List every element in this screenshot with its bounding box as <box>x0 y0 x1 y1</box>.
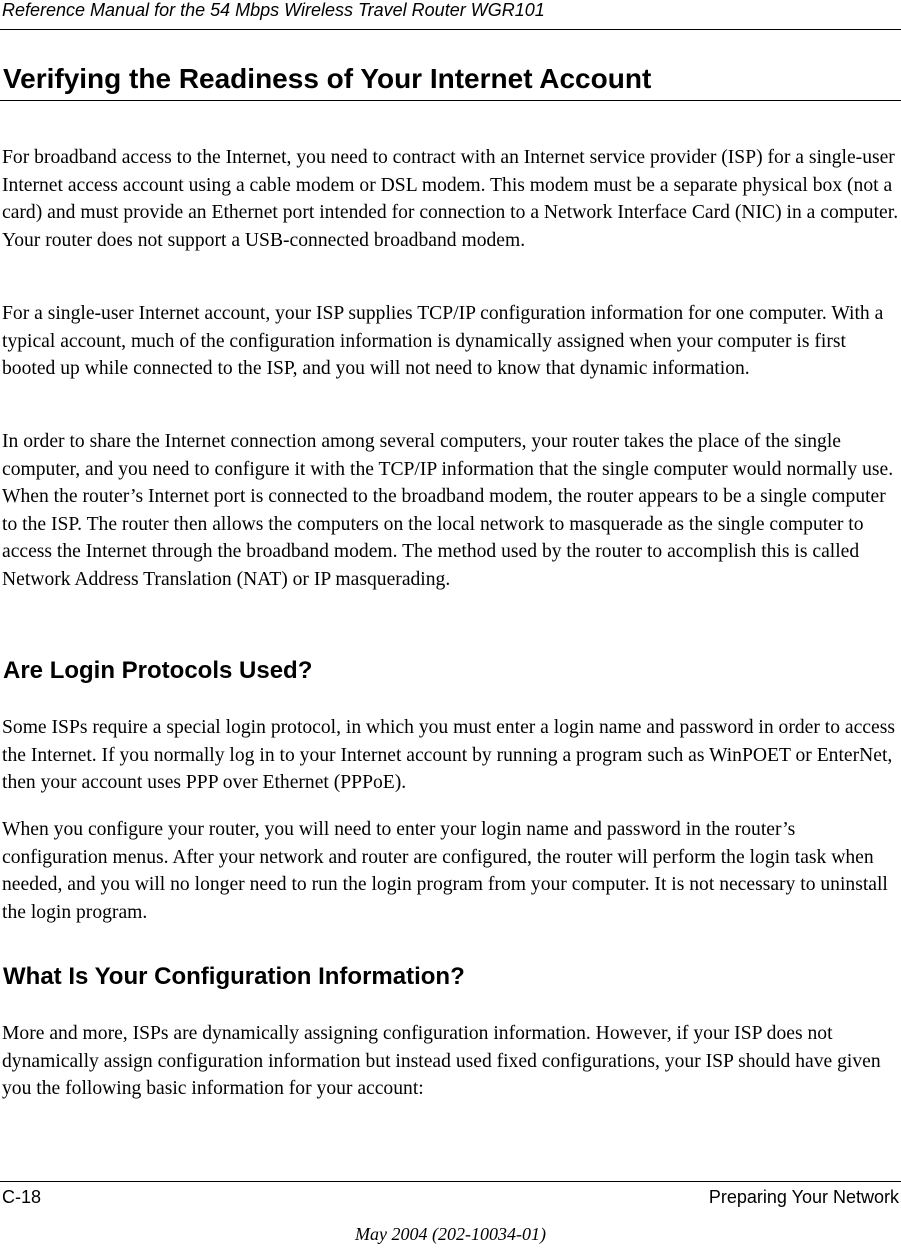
paragraph-configure-login: When you configure your router, you will need to enter your login name and password in the router’s configuration menus. After your network and router are configured, the router will perform the login task when needed, and you will no longer need to run the login program from your computer. It is not necessary to uninstall the login program. <box>2 819 888 923</box>
paragraph-configuration-information: More and more, ISPs are dynamically assigning configuration information. However, if your ISP does not dynamically assign configuration information but instead used fixed configurations, your ISP should have given you the following basic information for your account: <box>2 1023 881 1100</box>
heading-login-protocols: Are Login Protocols Used? <box>3 657 313 684</box>
paragraph-share-connection: In order to share the Internet connection among several computers, your router takes the place of the single computer, and you need to configure it with the TCP/IP information that the single computer would normally use. When the router’s Internet port is connected to the broadband modem, the router appears to be a single computer to the ISP. The router then allows the computers on the local network to masquerade as the single computer to access the Internet through the broadband modem. The method used by the router to accomplish this is called Network Address Translation (NAT) or IP masquerading. <box>2 431 894 590</box>
page-number: C-18 <box>2 1187 42 1207</box>
publication-date: May 2004 (202-10034-01) <box>355 1224 546 1244</box>
paragraph-login-protocol: Some ISPs require a special login protocol, in which you must enter a login name and password in order to access the Internet. If you normally log in to your Internet account by running a program such as WinPOET or EnterNet, then your account uses PPP over Ethernet (PPPoE). <box>2 717 895 794</box>
chapter-title: Preparing Your Network <box>708 1187 899 1207</box>
footer-rule <box>0 1181 901 1182</box>
section-title-rule <box>0 100 901 101</box>
paragraph-single-user-account: For a single-user Internet account, your ISP supplies TCP/IP configuration information for one computer. With a typical account, much of the configuration information is dynamically assigned when your computer is first booted up while connected to the ISP, and you will not need to know that dynamic information. <box>2 303 884 380</box>
section-title: Verifying the Readiness of Your Internet Account <box>3 63 652 94</box>
header-rule <box>0 29 901 30</box>
running-header: Reference Manual for the 54 Mbps Wireless Travel Router WGR101 <box>2 0 545 20</box>
paragraph-broadband-access: For broadband access to the Internet, you need to contract with an Internet service provider (ISP) for a single-user Internet access account using a cable modem or DSL modem. This modem must be a separate physical box (not a card) and must provide an Ethernet port intended for connection to a Network Interface Card (NIC) in a computer. Your router does not support a USB-connected broadband modem. <box>2 147 899 251</box>
heading-configuration-information: What Is Your Configuration Information? <box>3 963 465 990</box>
